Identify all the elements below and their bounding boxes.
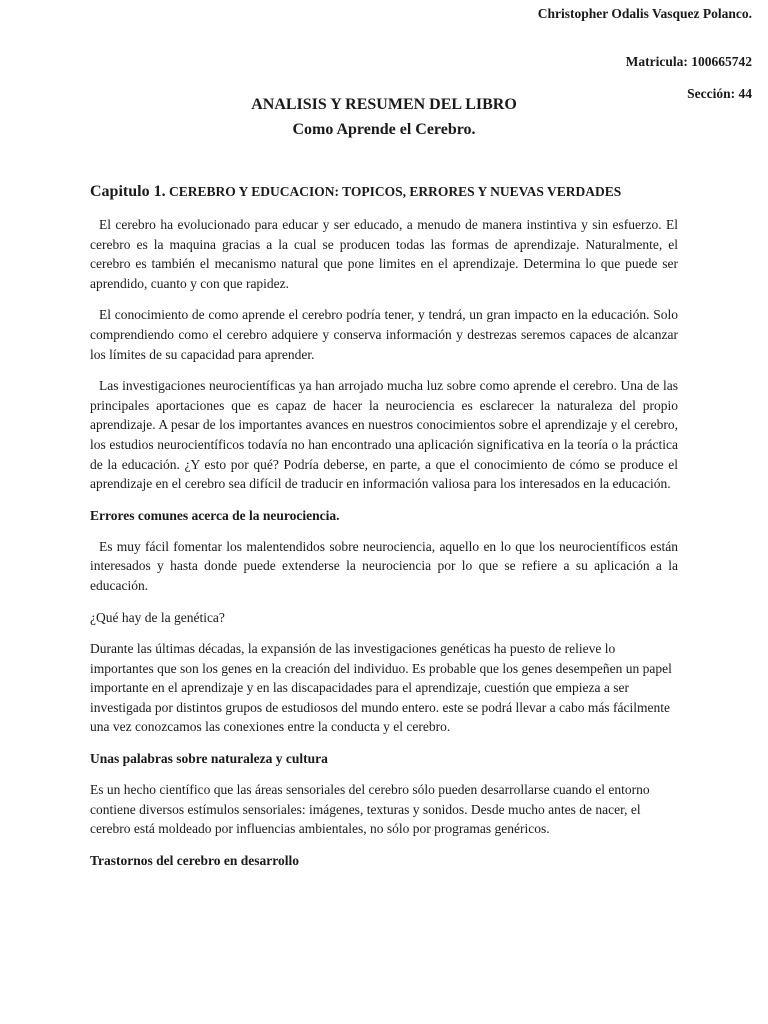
chapter-title: CEREBRO Y EDUCACION: TOPICOS, ERRORES Y NUEVAS VERDADES	[168, 184, 622, 199]
question-genetica: ¿Qué hay de la genética?	[90, 609, 225, 625]
section-heading-trastornos: Trastornos del cerebro en desarrollo	[90, 852, 299, 868]
chapter-number: Capitulo 1.	[90, 183, 166, 200]
section-number: Sección: 44	[687, 86, 752, 101]
paragraph-6: Es un hecho científico que las áreas sensoriales del cerebro sólo pueden desarrollarse cuando el entorno contiene diversos estímulos sensoriales: imágenes, texturas y sonidos. Desde mucho antes de nacer, el cerebro está moldeado por influencias ambientales, no sólo por programas genéricos.	[90, 782, 650, 837]
paragraph-3: Las investigaciones neurocientíficas ya han arrojado mucha luz sobre como aprende el cerebro. Una de las principales aportaciones que es capaz de hacer la neurociencia es esclarecer la naturaleza del propio aprendizaje. A pesar de los importantes avances en nuestros conocimientos sobre el aprendizaje y el cerebro, los estudios neurocientíficos todavía no han encontrado una aplicación significativa en la teoría o la práctica de la educación. ¿Y esto por qué? Podría deberse, en parte, a que el conocimiento de cómo se produce el aprendizaje en el cerebro sea difícil de traducir en información valiosa para los interesados en la educación.	[90, 378, 678, 492]
author-name: Christopher Odalis Vasquez Polanco.	[537, 6, 752, 21]
student-id: Matricula: 100665742	[625, 54, 752, 69]
paragraph-2: El conocimiento de como aprende el cerebro podría tener, y tendrá, un gran impacto en la educación. Solo comprendiendo como el cerebro adquiere y conserva información y destrezas seremos capaces de alcanzar los límites de su capacidad para aprender.	[90, 307, 678, 362]
paragraph-5: Durante las últimas décadas, la expansión de las investigaciones genéticas ha puesto de relieve lo importantes que son los genes en la creación del individuo. Es probable que los genes desempeñen un papel importante en el aprendizaje y en las discapacidades para el aprendizaje, cuestión que empieza a ser investigada por distintos grupos de estudiosos del mundo entero. este se podrá llevar a cabo más fácilmente una vez conozcamos las conexiones entre la conducta y el cerebro.	[90, 641, 672, 735]
document-body	[90, 182, 678, 882]
chapter-heading	[90, 182, 678, 201]
book-title: Como Aprende el Cerebro.	[292, 121, 476, 138]
document-title: ANALISIS Y RESUMEN DEL LIBRO	[251, 96, 517, 113]
section-heading-errores: Errores comunes acerca de la neurociencia.	[90, 507, 340, 523]
paragraph-1: El cerebro ha evolucionado para educar y ser educado, a menudo de manera instintiva y sin esfuerzo. El cerebro es la maquina gracias a la cual se producen todas las formas de aprendizaje. Naturalmente, el cerebro es también el mecanismo natural que pone limites en el aprendizaje. Determina lo que puede ser aprendido, cuanto y con que rapidez.	[90, 217, 678, 291]
section-heading-naturaleza: Unas palabras sobre naturaleza y cultura	[90, 751, 328, 767]
paragraph-4: Es muy fácil fomentar los malentendidos sobre neurociencia, aquello en lo que los neurocientíficos están interesados y hasta donde puede extenderse la neurociencia por lo que se refiere a su aplicación a la educación.	[90, 538, 678, 593]
